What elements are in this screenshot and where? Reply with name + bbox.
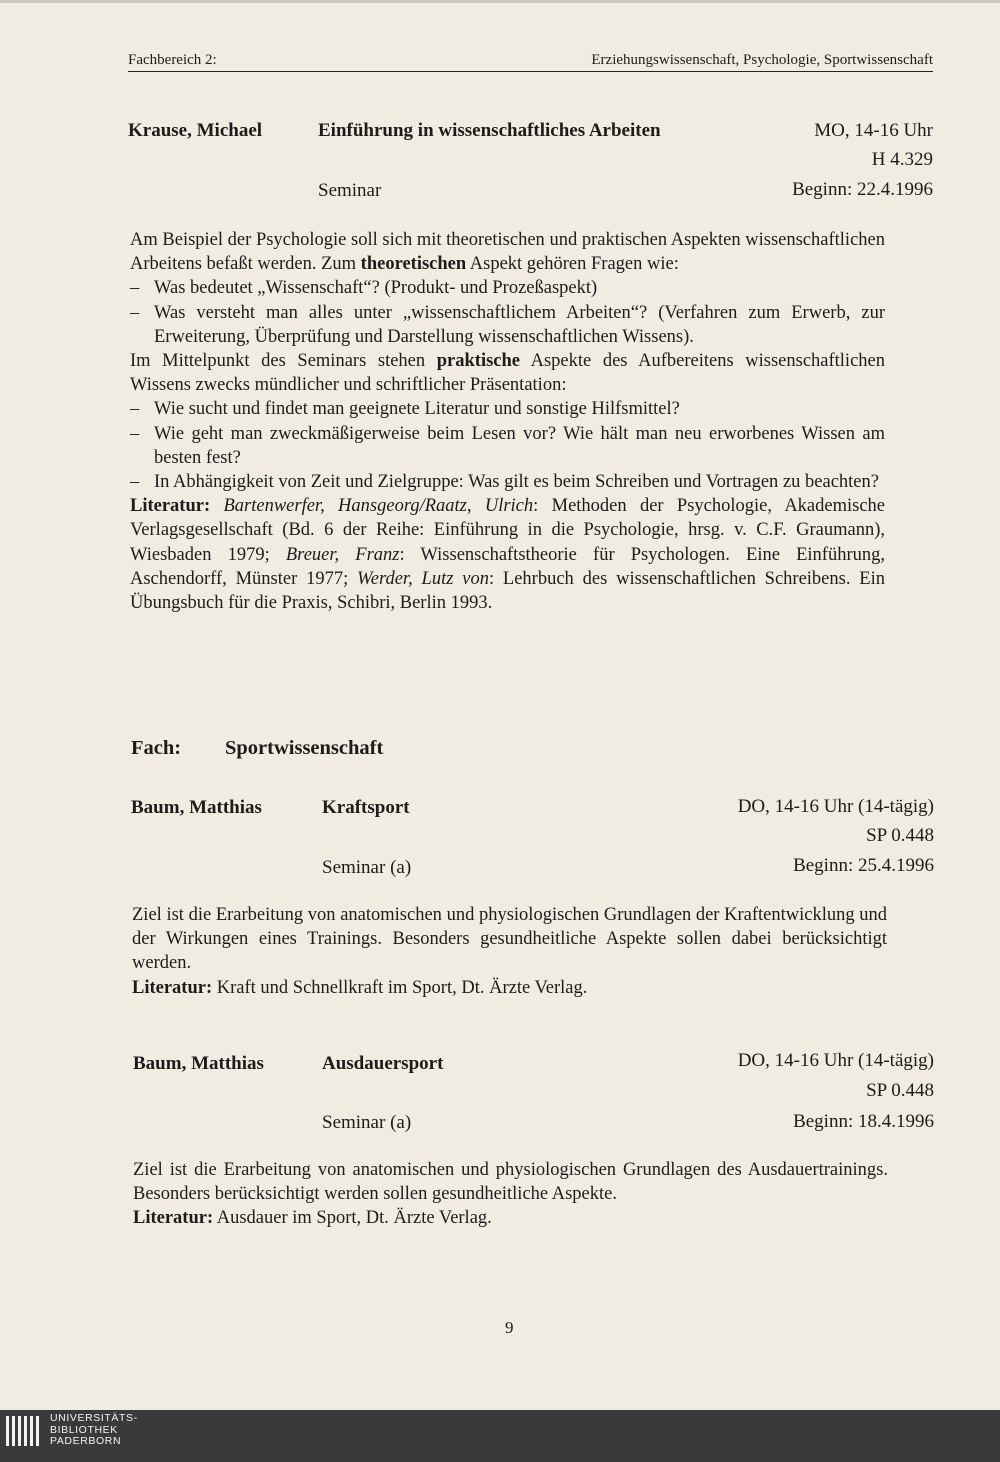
list-item: – Wie sucht und findet man geeignete Literatur und sonstige Hilfsmittel? bbox=[130, 399, 680, 420]
course3-literature: Literatur: Ausdauer im Sport, Dt. Ärzte Verlag. bbox=[133, 1208, 492, 1229]
course1-time: MO, 14-16 Uhr bbox=[814, 120, 933, 141]
list-item: – Was bedeutet „Wissenschaft“? (Produkt- und Prozeßaspekt) bbox=[130, 278, 598, 299]
course1-description bbox=[130, 228, 885, 615]
course2-type: Seminar (a) bbox=[322, 857, 412, 878]
course3-time: DO, 14-16 Uhr (14-tägig) bbox=[737, 1050, 934, 1071]
course2-description bbox=[132, 903, 887, 1000]
library-footer bbox=[0, 1410, 1000, 1462]
list-item: – In Abhängigkeit von Zeit und Zielgruppe: Was gilt es beim Schreiben und Vortragen zu beachten? bbox=[130, 472, 879, 493]
page-number: 9 bbox=[505, 1318, 514, 1337]
list-item: – Was versteht man alles unter „wissenschaftlichem Arbeiten“? (Verfahren zum Erwerb, zur Erweiterung, Überprüfung und Darstellung wissenschaftlichen Wissens). bbox=[130, 302, 885, 347]
course3-start: Beginn: 18.4.1996 bbox=[793, 1111, 934, 1132]
course1-lecturer: Krause, Michael bbox=[128, 120, 263, 141]
course2-room: SP 0.448 bbox=[866, 825, 934, 846]
course3-type: Seminar (a) bbox=[322, 1112, 412, 1133]
fach-name: Sportwissenschaft bbox=[225, 737, 384, 759]
library-name: UNIVERSITÄTS- BIBLIOTHEK PADERBORN bbox=[50, 1412, 138, 1447]
course3-title: Ausdauersport bbox=[322, 1053, 444, 1074]
fach-label: Fach: bbox=[131, 737, 182, 759]
course3-room: SP 0.448 bbox=[866, 1080, 934, 1101]
course1-type: Seminar bbox=[318, 180, 382, 201]
course2-literature: Literatur: Kraft und Schnellkraft im Sport, Dt. Ärzte Verlag. bbox=[132, 977, 588, 998]
course2-desc-text: Ziel ist die Erarbeitung von anatomischen und physiologischen Grundlagen der Kraftentwicklung und der Wirkungen eines Trainings. Besonders gesundheitliche Aspekte sollen dabei berücksichtigt werden. bbox=[132, 905, 887, 974]
running-header bbox=[128, 52, 933, 72]
course3-desc-text: Ziel ist die Erarbeitung von anatomischen und physiologischen Grundlagen des Ausdauertrainings. Besonders berücksichtigt werden sollen gesundheitliche Aspekte. bbox=[133, 1160, 888, 1205]
course2-title: Kraftsport bbox=[322, 797, 410, 818]
course1-focus: Im Mittelpunkt des Seminars stehen praktische Aspekte des Aufbereitens wissenschaftlichen Wissens zwecks mündlicher und schriftlicher Präsentation: bbox=[130, 351, 885, 396]
page-edge bbox=[0, 0, 1000, 3]
course3-description bbox=[133, 1158, 888, 1231]
course1-start: Beginn: 22.4.1996 bbox=[792, 179, 933, 200]
header-department: Fachbereich 2: bbox=[128, 52, 217, 68]
library-logo-icon bbox=[6, 1414, 40, 1448]
list-item: – Wie geht man zweckmäßigerweise beim Lesen vor? Wie hält man neu erworbenes Wissen am besten fest? bbox=[130, 423, 885, 468]
course2-time: DO, 14-16 Uhr (14-tägig) bbox=[737, 796, 934, 817]
course2-start: Beginn: 25.4.1996 bbox=[793, 855, 934, 876]
course3-lecturer: Baum, Matthias bbox=[133, 1053, 264, 1074]
course1-room: H 4.329 bbox=[871, 149, 933, 170]
course2-lecturer: Baum, Matthias bbox=[131, 797, 262, 818]
header-subjects: Erziehungswissenschaft, Psychologie, Sportwissenschaft bbox=[591, 52, 933, 68]
course1-intro: Am Beispiel der Psychologie soll sich mit theoretischen und praktischen Aspekten wissenschaftlichen Arbeitens befaßt werden. Zum theoretischen Aspekt gehören Fragen wie: bbox=[130, 230, 885, 275]
course1-title: Einführung in wissenschaftliches Arbeiten bbox=[318, 120, 661, 141]
course1-literature: Literatur: Bartenwerfer, Hansgeorg/Raatz, Ulrich: Methoden der Psychologie, Akademische Verlagsgesellschaft (Bd. 6 der Reihe: Einführung in die Psychologie, hrsg. v. C.F. Graumann), Wiesbaden 1979; Breuer, Franz: Wissenschaftstheorie für Psychologen. Eine Einführung, Aschendorff, Münster 1977; Werder, Lutz von: Lehrbuch des wissenschaftlichen Schreibens. Ein Übungsbuch für die Praxis, Schibri, Berlin 1993. bbox=[130, 496, 885, 614]
